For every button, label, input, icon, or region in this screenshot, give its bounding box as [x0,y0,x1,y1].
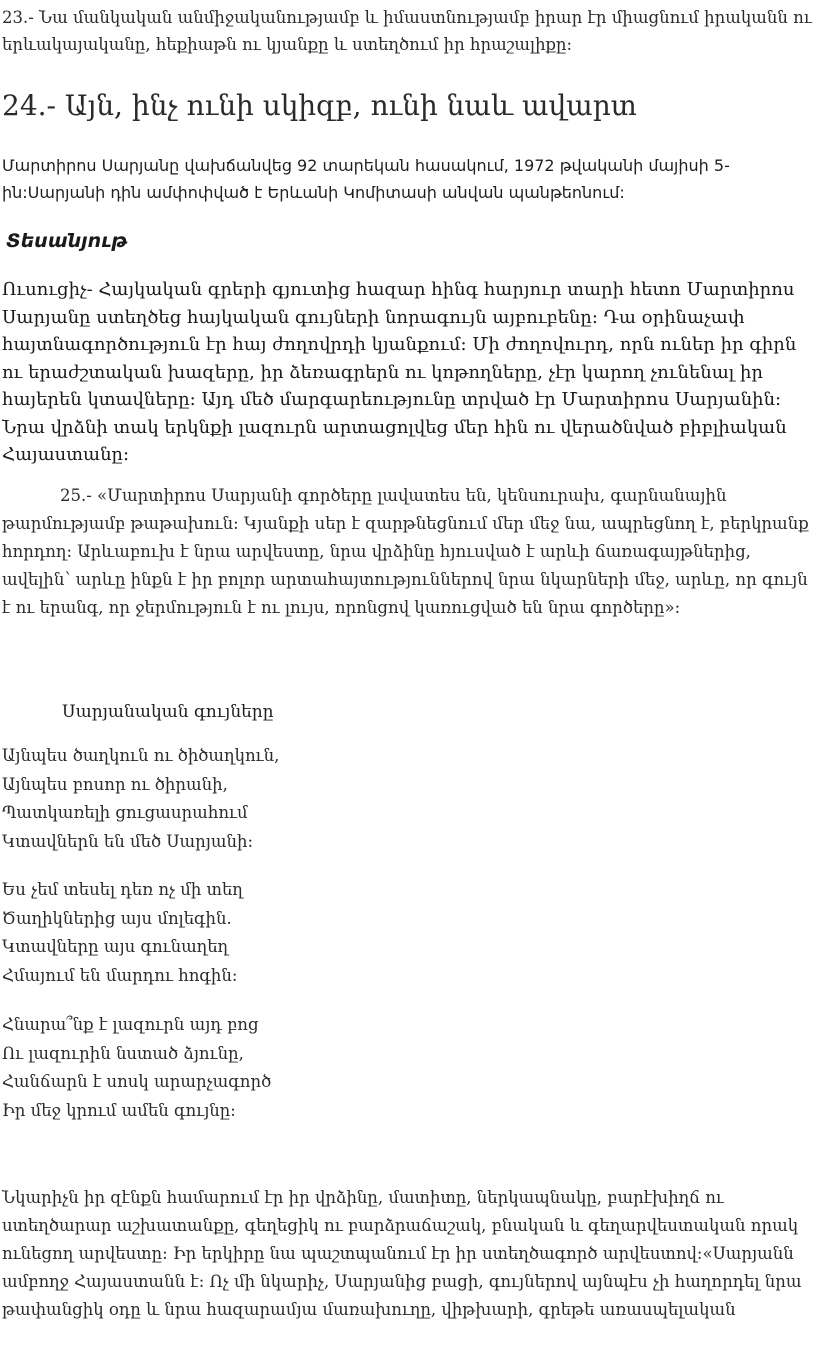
poem-stanza-3 [2,1011,814,1125]
video-section-heading: Տեսանյութ [6,230,128,252]
poem-line: Իր մեջ կրում ամեն գույնը: [2,1100,236,1120]
paragraph-25-text: 25.- «Մարտիրոս Սարյանի գործերը լավատես են, կենսուրախ, գարնանային թարմությամբ թաթախուն: Կյանքի սեր է զարթնեցնում մեր մեջ նա, ապրեցնող է, բերկրանք հորդող: Արևաբուխ է նրա արվեստը, նրա վրձինը հյուսված է արևի ճառագայթներից, ավելին՝ արևը ինքն է իր բոլոր արտահայտություններով նրա նկարների մեջ, արևը, որ գույն է ու երանգ, որ ջերմություն է ու լույս, որոնցով կառուցված են նրա գործերը»: [2,486,809,617]
heading-24: 24.- Այն, ինչ ունի սկիզբ, ունի նաև ավարտ [2,89,637,122]
poem-stanza-2 [2,876,814,990]
paragraph-23: 23.- Նա մանկական անմիջականությամբ և իմաստնությամբ իրար էր միացնում իրականն ու երևակայականը, հեքիաթն ու կյանքը և ստեղծում իր հրաշալիքը: [2,8,812,54]
teacher-paragraph: Ուսուցիչ- Հայկական գրերի գյուտից հազար հինգ հարյուր տարի հետո Մարտիրոս Սարյանը ստեղծեց հայկական գույների նորագույն այբուբենը: Դա օրինաչափ հայտնագործություն էր հայ ժողովրդի կյանքում: Մի ժողովուրդ, որն ուներ իր գիրն ու երաժշտական խազերը, իր ձեռագրերն ու կոթողները, չէր կարող չունենալ իր հայերեն կտավները: Այդ մեծ մարգարեությունը տրված էր Մարտիրոս Սարյանին: Նրա վրձնի տակ երկնքի լազուրն արտացոլվեց մեր հին ու վերածնված բիբլիական Հայաստանը: [2,279,797,465]
poem-line: Հնարա՞նք է լազուրն այդ բոց [2,1015,259,1034]
poem-line: Կտավներն են մեծ Սարյանի: [2,831,254,851]
poem-title: Սարյանական գույները [62,702,274,722]
poem-line: Հմայում են մարդու հոգին: [2,965,238,985]
final-paragraph: Նկարիչն իր զէնքն համարում էր իր վրձինը, մատիտը, ներկապնակը, բարէխիղճ ու ստեղծարար աշխատանքը, գեղեցիկ ու բարձրաճաշակ, բնական և գեղարվեստական որակ ունեցող արվեստը: Իր երկիրը նա պաշտպանում էր իր ստեղծագործ արվեստով:«Սարյանն ամբողջ Հայաստանն է: Ոչ մի նկարիչ, Սարյանից բացի, գույներով այնպէս չի հաղորդել նրա թափանցիկ օդը և նրա հազարամյա մառախուղը, վիթխարի, գրեթե առասպելական [2,1188,802,1319]
poem-stanza-1 [2,742,814,856]
paragraph-25 [2,482,814,622]
poem-line: Կտավները այս գունաղեղ [2,937,229,956]
death-note-paragraph: Մարտիրոս Սարյանը վախճանվեց 92 տարեկան հասակում, 1972 թվականի մայիսի 5-ին:Սարյանի դին ամփոփված է Երևանի Կոմիտասի անվան պանթեոնում: [2,156,730,202]
poem-line: Պատկառելի ցուցասրահում [2,803,248,822]
poem-line: Ես չեմ տեսել դեռ ոչ մի տեղ [2,880,243,899]
poem-line: Այնպես ծաղկուն ու ծիծաղկուն, [2,746,280,765]
poem-line: Այնպես բոսոր ու ծիրանի, [2,774,228,794]
poem-line: Ծաղիկներից այս մոլեգին. [2,908,232,928]
poem-line: Ու լազուրին նստած ձյունը, [2,1043,244,1063]
poem-line: Հանճարն է սոսկ արարչագործ [2,1072,272,1091]
